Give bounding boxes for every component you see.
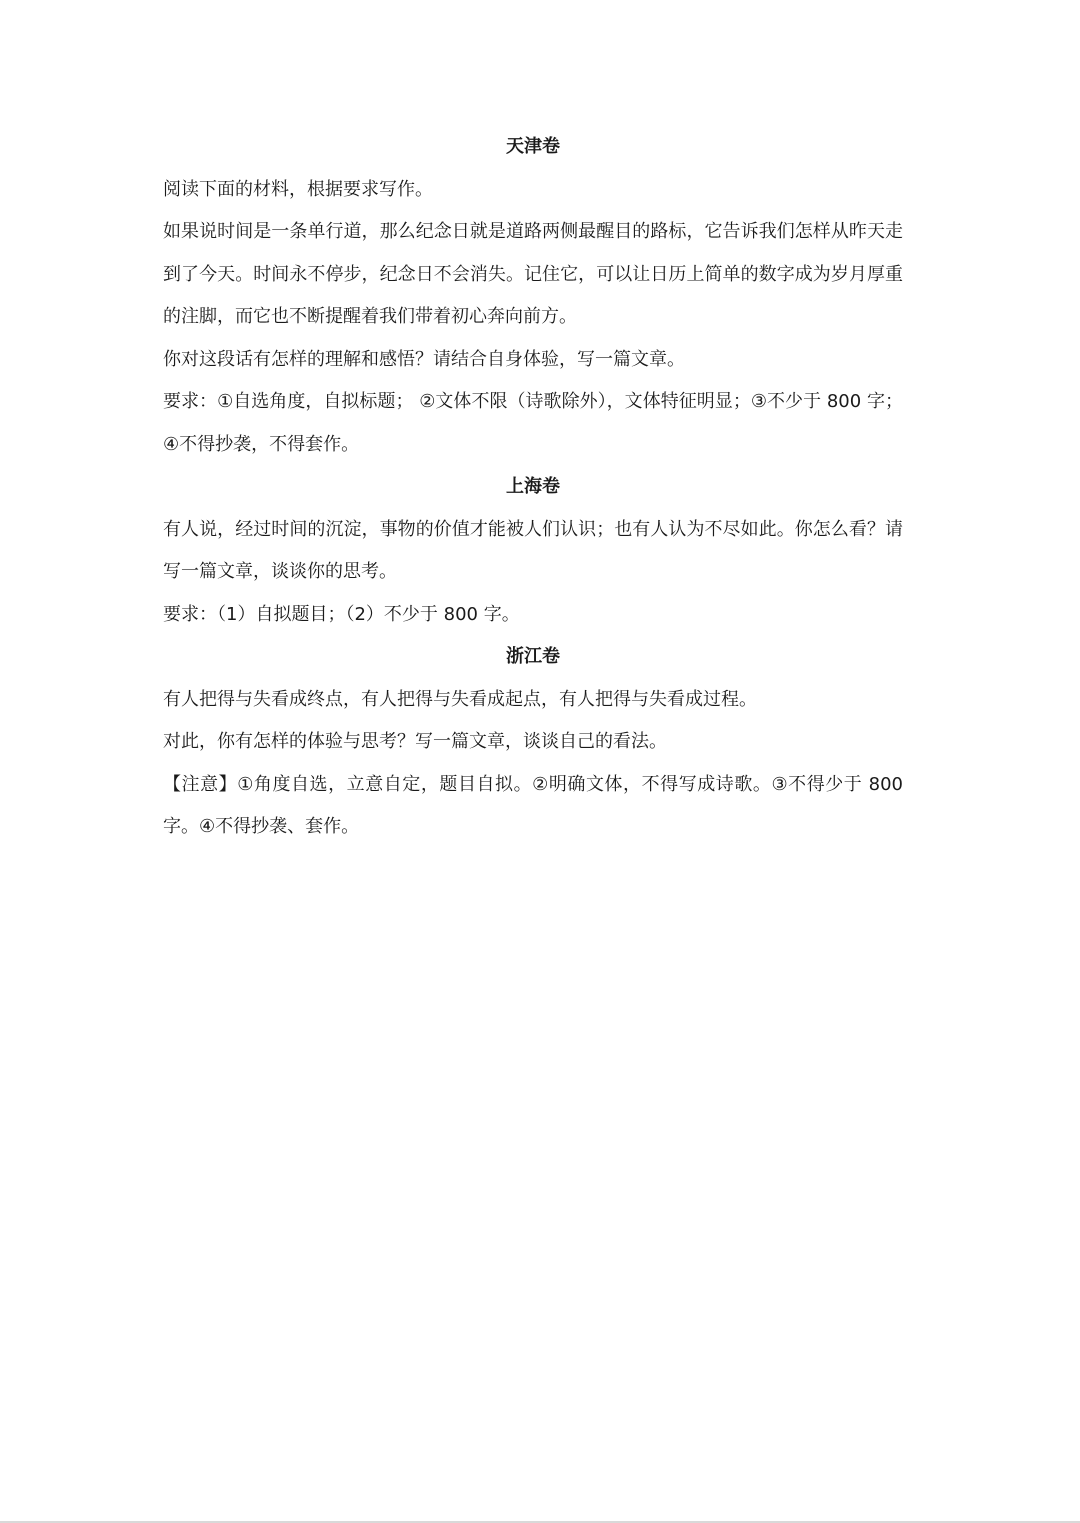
paragraph: 阅读下面的材料，根据要求写作。 <box>163 178 433 200</box>
paragraph: 【注意】①角度自选，立意自定，题目自拟。②明确文体，不得写成诗歌。③不得少于 800 字。④不得抄袭、套作。 <box>163 773 903 837</box>
paragraph: 有人把得与失看成终点，有人把得与失看成起点，有人把得与失看成过程。 <box>163 688 757 710</box>
section-title-shanghai: 上海卷 <box>506 476 560 497</box>
paragraph: 要求：①自选角度，自拟标题； ②文体不限（诗歌除外），文体特征明显；③不少于 800 字；④不得抄袭，不得套作。 <box>163 391 903 455</box>
paragraph: 你对这段话有怎样的理解和感悟？请结合自身体验，写一篇文章。 <box>163 348 685 370</box>
paragraph: 如果说时间是一条单行道，那么纪念日就是道路两侧最醒目的路标，它告诉我们怎样从昨天走到了今天。时间永不停步，纪念日不会消失。记住它，可以让日历上简单的数字成为岁月厚重的注脚，而它也不断提醒着我们带着初心奔向前方。 <box>163 221 903 327</box>
paragraph: 要求：（1）自拟题目；（2）不少于 800 字。 <box>163 603 520 625</box>
document-content <box>163 126 903 849</box>
section-title-tianjin: 天津卷 <box>506 136 560 157</box>
paragraph: 有人说，经过时间的沉淀，事物的价值才能被人们认识；也有人认为不尽如此。你怎么看？请写一篇文章，谈谈你的思考。 <box>163 518 903 582</box>
paragraph: 对此，你有怎样的体验与思考？写一篇文章，谈谈自己的看法。 <box>163 731 667 752</box>
section-title-zhejiang: 浙江卷 <box>506 646 560 667</box>
